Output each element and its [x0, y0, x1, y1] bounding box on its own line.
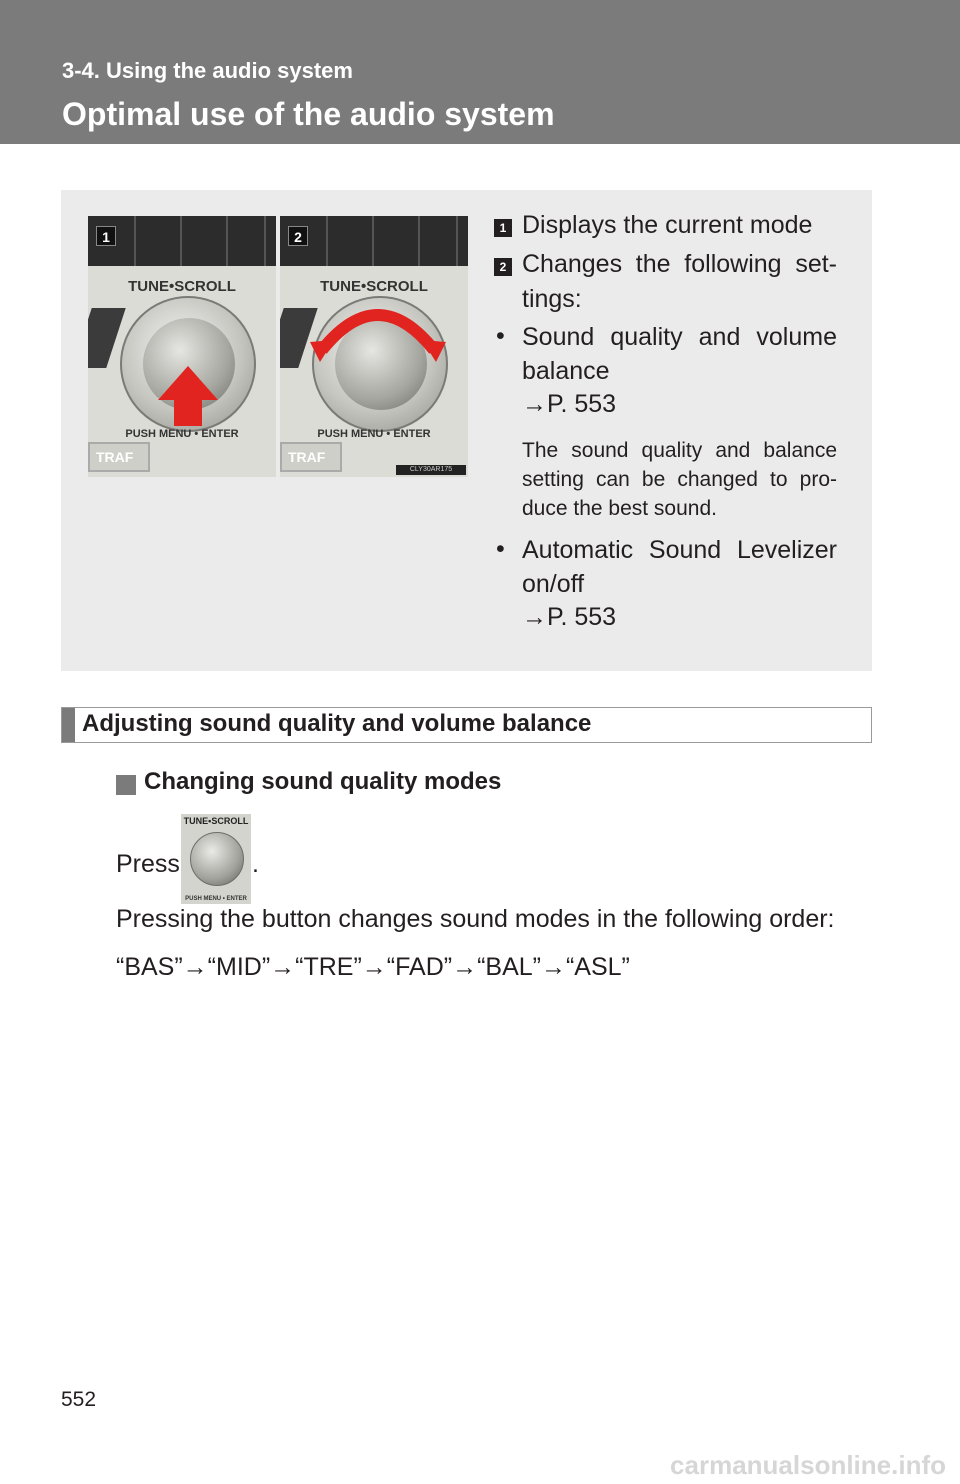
knob-bottom-label: PUSH MENU • ENTER [317, 428, 431, 440]
legend-item-1: Displays the current mode [522, 211, 813, 239]
display-strip [280, 216, 468, 266]
subsection-heading: Changing sound quality modes [144, 768, 502, 795]
marker-1: 1 [494, 219, 512, 237]
rotate-arrow-icon [308, 294, 448, 364]
traf-button: TRAF [280, 442, 342, 472]
display-strip [88, 216, 276, 266]
knob-inline-icon [190, 832, 244, 886]
figure-code: CLY30AR175 [396, 465, 466, 475]
knob-inline-bottom-label: PUSH MENU • ENTER [185, 896, 247, 902]
page-title: Optimal use of the audio system [62, 96, 555, 132]
note-line-1: The sound quality and balance [522, 439, 837, 462]
section-label: 3-4. Using the audio system [62, 58, 353, 83]
knob-top-label: TUNE•SCROLL [320, 278, 428, 295]
note-line-2: setting can be changed to pro- [522, 468, 837, 491]
asl-ref: →P. 553 [522, 603, 617, 631]
asl-line-1: Automatic Sound Levelizer [522, 536, 837, 564]
subsection-square-icon [116, 775, 136, 795]
page-number: 552 [61, 1388, 97, 1411]
traf-button: TRAF [88, 442, 150, 472]
watermark: carmanualsonline.info [670, 1450, 946, 1480]
panel-number: 2 [288, 226, 308, 246]
sound-quality-line-1: Sound quality and volume [522, 323, 837, 351]
asl-line-2: on/off [522, 570, 585, 598]
knob-inline-top-label: TUNE•SCROLL [183, 816, 249, 826]
sound-quality-ref: →P. 553 [522, 390, 617, 418]
press-period: . [252, 850, 259, 878]
section-heading: Adjusting sound quality and volume balance [82, 710, 592, 737]
knob-top-label: TUNE•SCROLL [128, 278, 236, 295]
press-text: Press [116, 850, 180, 878]
page-header [0, 0, 960, 144]
bullet-sound: • [496, 322, 505, 350]
legend-item-2-line-1: Changes the following set- [522, 250, 837, 278]
figure-panel-1 [88, 216, 276, 477]
figure-panel-2 [280, 216, 468, 477]
sound-quality-line-2: balance [522, 357, 610, 385]
press-arrow-icon [156, 364, 220, 428]
knob-bottom-label: PUSH MENU • ENTER [125, 428, 239, 440]
mode-order-text: “BAS”→“MID”→“TRE”→“FAD”→“BAL”→“ASL” [116, 953, 630, 981]
explanation-text: Pressing the button changes sound modes in the following order: [116, 905, 835, 933]
tune-scroll-knob-inline [181, 814, 251, 904]
bullet-asl: • [496, 535, 505, 563]
legend-item-2-line-2: tings: [522, 285, 582, 313]
section-heading-tick [62, 708, 75, 742]
note-line-3: duce the best sound. [522, 497, 717, 520]
marker-2: 2 [494, 258, 512, 276]
panel-number: 1 [96, 226, 116, 246]
